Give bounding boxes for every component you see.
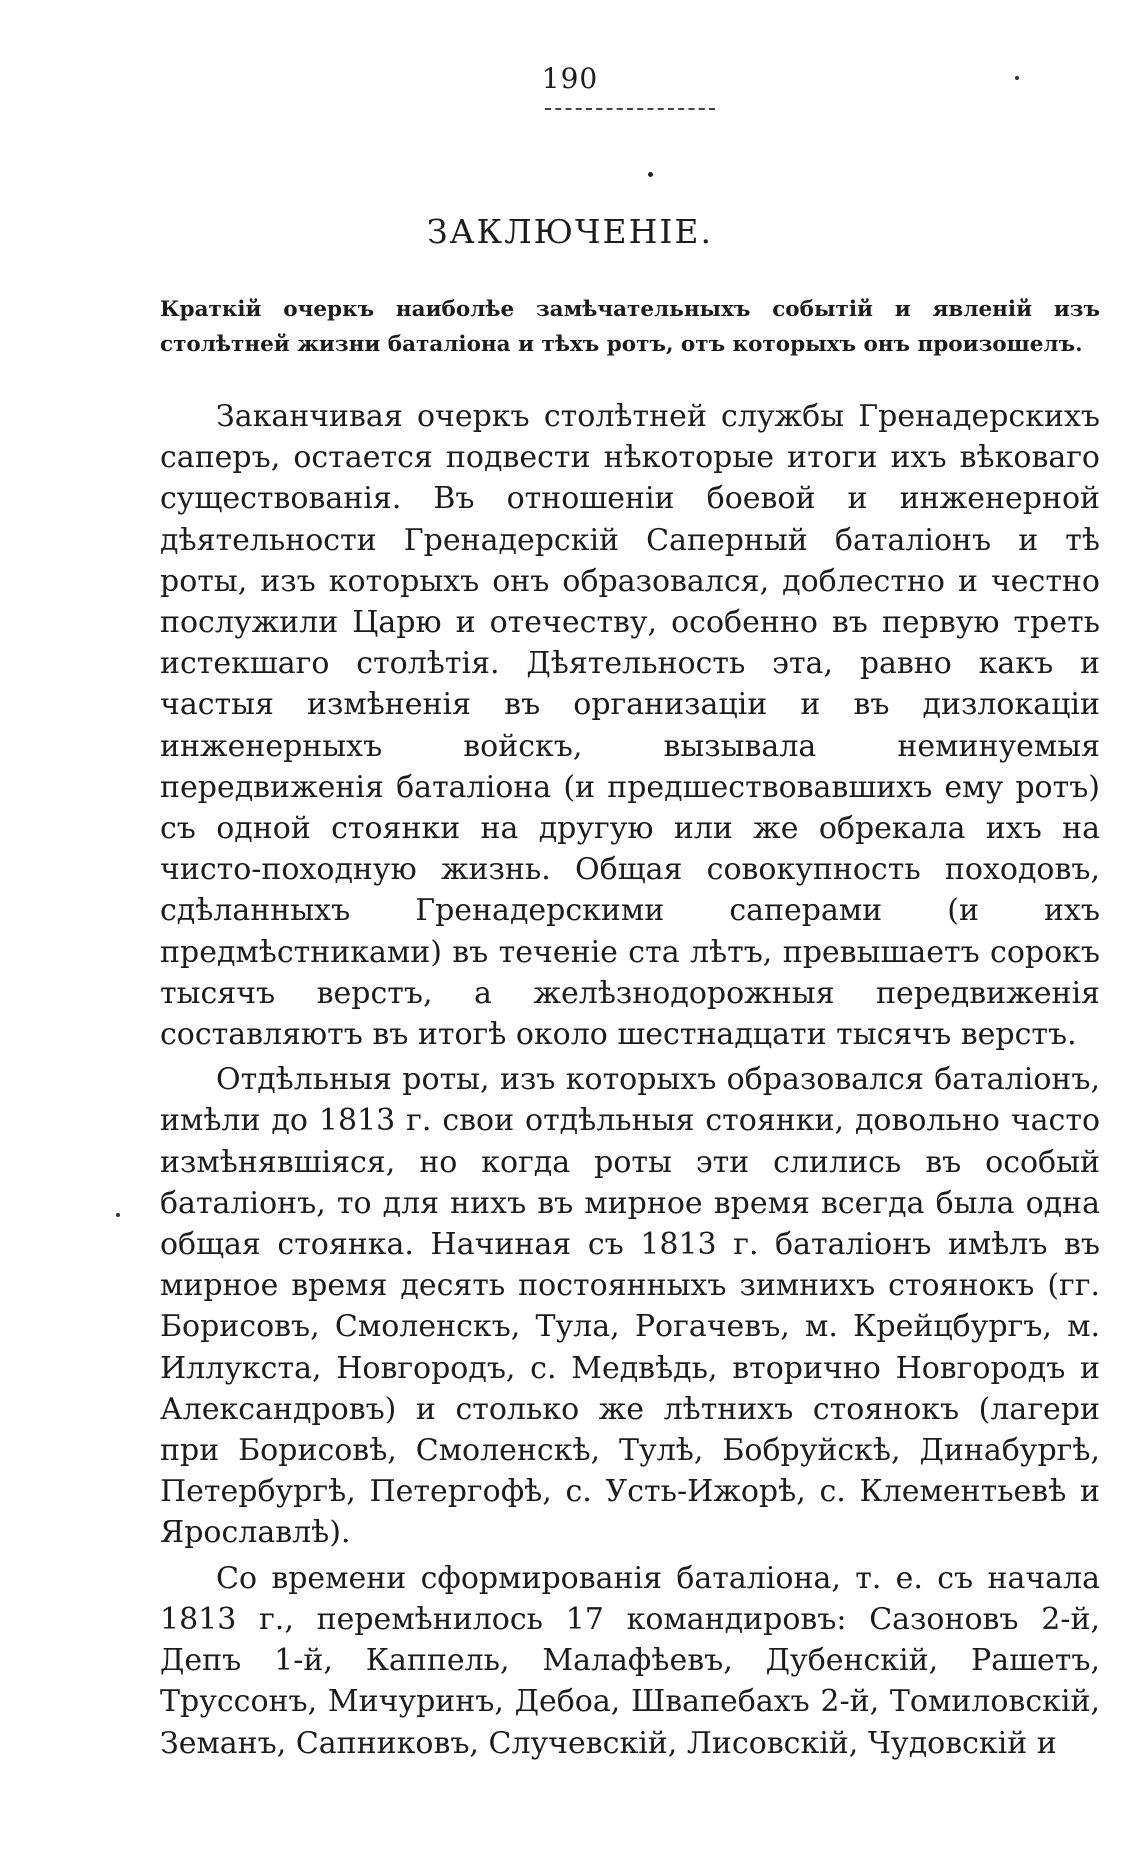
page-number: 190	[541, 62, 599, 95]
paragraph: Со времени сформированія баталіона, т. е. съ начала 1813 г., перемѣнилось 17 командировъ: Сазоновъ 2-й, Депъ 1-й, Каппель, Малафѣевъ, Дубенскій, Рашетъ, Труссонъ, Мичуринъ, Дебоа, Швапебахъ 2-й, Томиловскій, Земанъ, Сапниковъ, Случевскій, Лисовскій, Чудовскій и	[160, 1560, 1100, 1761]
ink-speck	[116, 1213, 120, 1217]
chapter-heading: ЗАКЛЮЧЕНІЕ.	[427, 212, 713, 251]
page-number-rule	[545, 108, 715, 110]
ink-speck	[648, 172, 653, 177]
paragraph: Заканчивая очеркъ столѣтней службы Гренадерскихъ саперъ, остается подвести нѣкоторые итоги ихъ вѣковаго существованія. Въ отношеніи боевой и инженерной дѣятельности Гренадерскій Саперный баталіонъ и тѣ роты, изъ которыхъ онъ образовался, доблестно и честно послужили Царю и отечеству, особенно въ первую треть истекшаго столѣтія. Дѣятельность эта, равно какъ и частыя измѣненія въ организаціи и въ дизлокаціи инженерныхъ войскъ, вызывала неминуемыя передвиженія баталіона (и предшествовавшихъ ему ротъ) съ одной стоянки на другую или же обрекала ихъ на чисто-походную жизнь. Общая совокупность походовъ, сдѣланныхъ Гренадерскими саперами (и ихъ предмѣстниками) въ теченіе ста лѣтъ, превышаетъ сорокъ тысячъ верстъ, а желѣзнодорожныя передвиженія составляютъ въ итогѣ около шестнадцати тысячъ верстъ.	[160, 399, 1100, 1053]
chapter-summary: Краткій очеркъ наиболѣе замѣчательныхъ событій и явленій изъ столѣтней жизни баталіона и тѣхъ ротъ, отъ которыхъ онъ произошелъ.	[160, 297, 1100, 357]
paragraph: Отдѣльныя роты, изъ которыхъ образовался баталіонъ, имѣли до 1813 г. свои отдѣльныя стоянки, довольно часто измѣнявшіяся, но когда роты эти слились въ особый баталіонъ, то для нихъ въ мирное время всегда была одна общая стоянка. Начиная съ 1813 г. баталіонъ имѣлъ въ мирное время десять постоянныхъ зимнихъ стоянокъ (гг. Борисовъ, Смоленскъ, Тула, Рогачевъ, м. Крейцбургъ, м. Иллукста, Новгородъ, с. Медвѣдь, вторично Новгородъ и Александровъ) и столько же лѣтнихъ стоянокъ (лагери при Борисовѣ, Смоленскѣ, Тулѣ, Бобруйскѣ, Динабургѣ, Петербургѣ, Петергофѣ, с. Усть-Ижорѣ, с. Клементьевѣ и Ярославлѣ).	[160, 1062, 1100, 1551]
body-text	[160, 396, 1100, 1768]
ink-speck	[1015, 76, 1019, 80]
